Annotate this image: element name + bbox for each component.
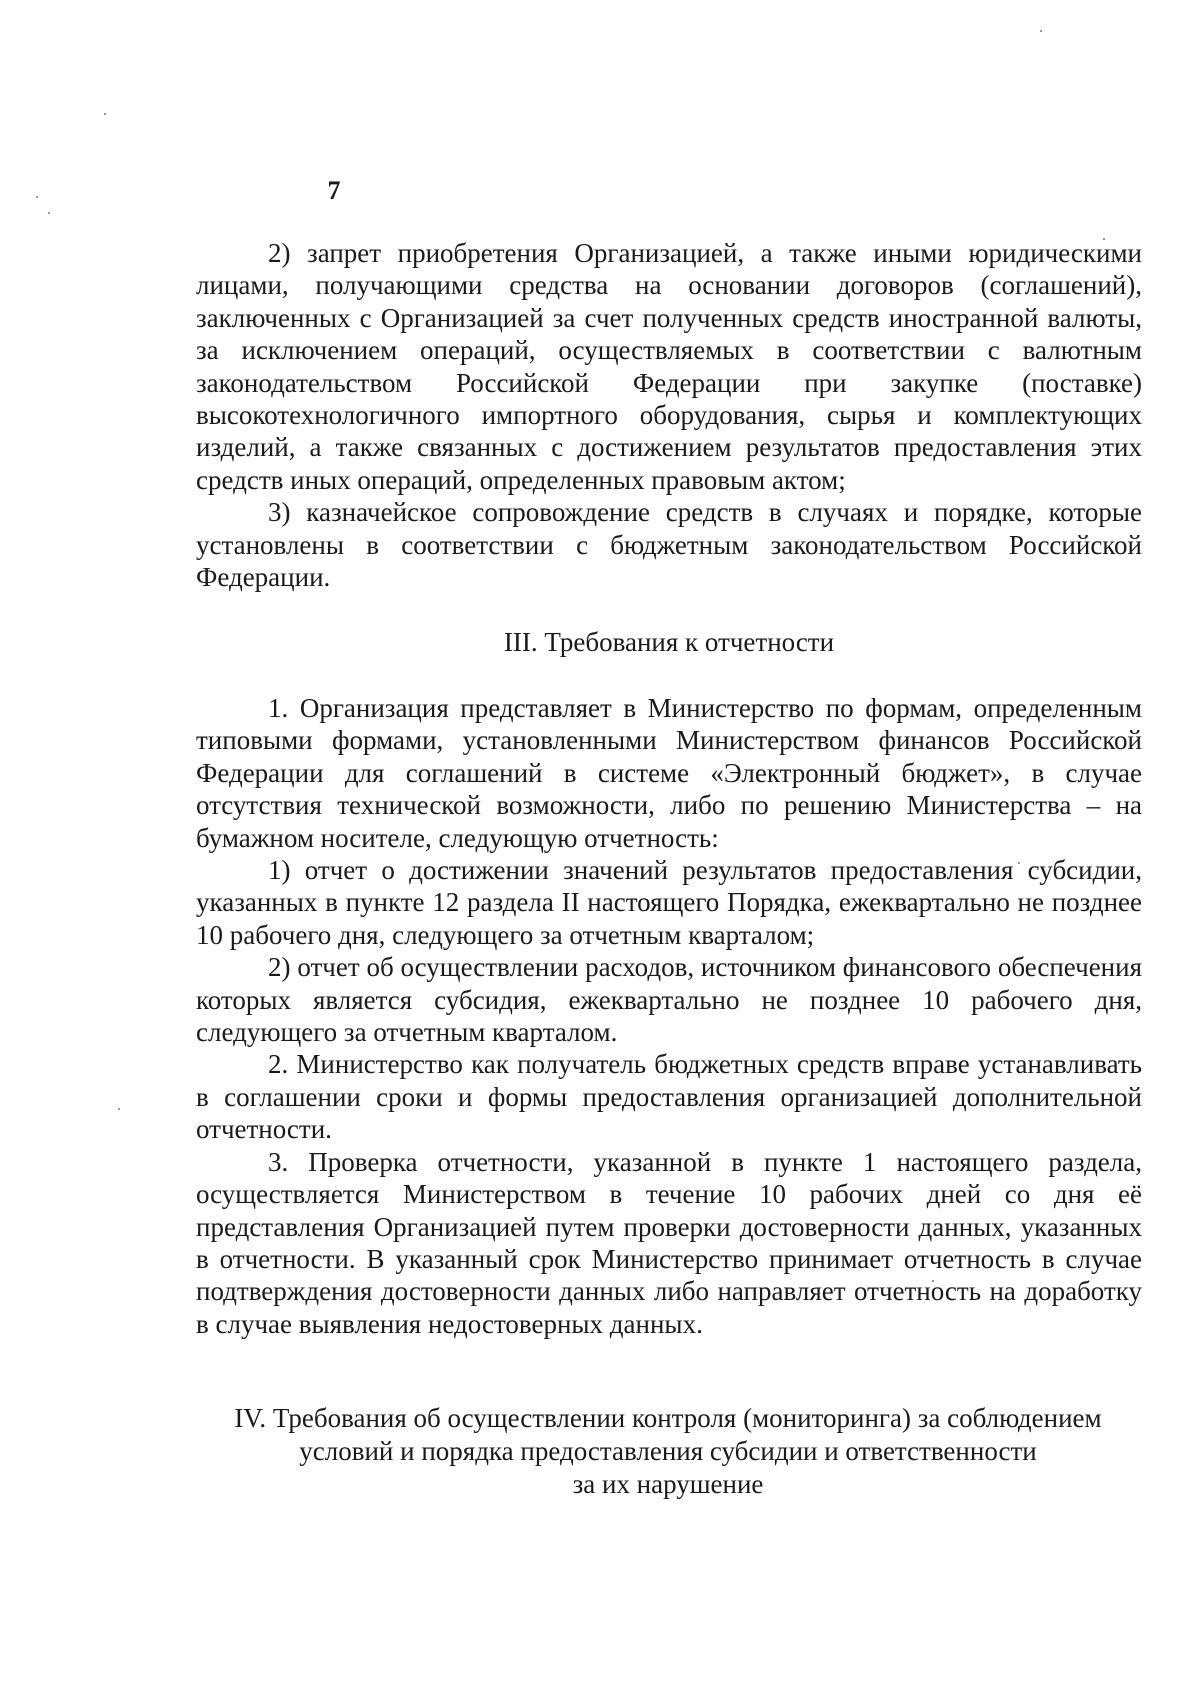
section-3-body — [196, 692, 1142, 1340]
paragraph: 2) отчет об осуществлении расходов, источником финансового обеспечения которых является субсидия, ежеквартально не позднее 10 рабочего дня, следующего за отчетным кварталом. — [196, 952, 1142, 1048]
scan-speck — [48, 212, 50, 214]
paragraph: 2. Министерство как получатель бюджетных средств вправе устанавливать в соглашении сроки и формы предоставления организацией дополнительной отчетности. — [196, 1049, 1142, 1145]
paragraph: 1. Организация представляет в Министерство по формам, определенным типовыми формами, установленными Министерством финансов Российской Федерации для соглашений в системе «Электронный бюджет», в случае отсутствия технической возможности, либо по решению Министерства – на бумажном носителе, следующую отчетность: — [196, 693, 1142, 853]
paragraph: 3) казначейское сопровождение средств в случаях и порядке, которые установлены в соответствии с бюджетным законодательством Российской Федерации. — [196, 497, 1142, 593]
paragraph: 3. Проверка отчетности, указанной в пункте 1 настоящего раздела, осуществляется Министерством в течение 10 рабочих дней со дня её представления Организацией путем проверки достоверности данных, указанных в отчетности. В указанный срок Министерство принимает отчетность в случае подтверждения достоверности данных либо направляет отчетность на доработку в случае выявления недостоверных данных. — [196, 1146, 1142, 1339]
section-3-heading: III. Требования к отчетности — [503, 627, 835, 657]
scan-speck — [118, 1108, 120, 1110]
paragraph: 2) запрет приобретения Организацией, а также иными юридическими лицами, получающими средства на основании договоров (соглашений), заключенных с Организацией за счет полученных средств иностранной валюты, за исключением операций, осуществляемых в соответствии с валютным законодательством Российской Федерации при закупке (поставке) высокотехнологичного импортного оборудования, сырья и комплектующих изделий, а также связанных с достижением результатов предоставления этих средств иных операций, определенных правовым актом; — [196, 238, 1142, 495]
page-number: 7 — [327, 176, 341, 205]
section-2-tail — [196, 237, 1142, 593]
heading-line: IV. Требования об осуществлении контроля (мониторинга) за соблюдением — [234, 1403, 1102, 1433]
heading-line: условий и порядка предоставления субсидии и ответственности — [299, 1436, 1037, 1466]
scan-speck — [104, 113, 106, 115]
scan-speck — [1040, 30, 1042, 32]
heading-line: за их нарушение — [572, 1469, 764, 1499]
paragraph: 1) отчет о достижении значений результатов предоставления субсидии, указанных в пункте 12 раздела II настоящего Порядка, ежеквартально не позднее 10 рабочего дня, следующего за отчетным кварталом; — [196, 855, 1142, 950]
section-4-heading — [150, 1402, 1186, 1501]
